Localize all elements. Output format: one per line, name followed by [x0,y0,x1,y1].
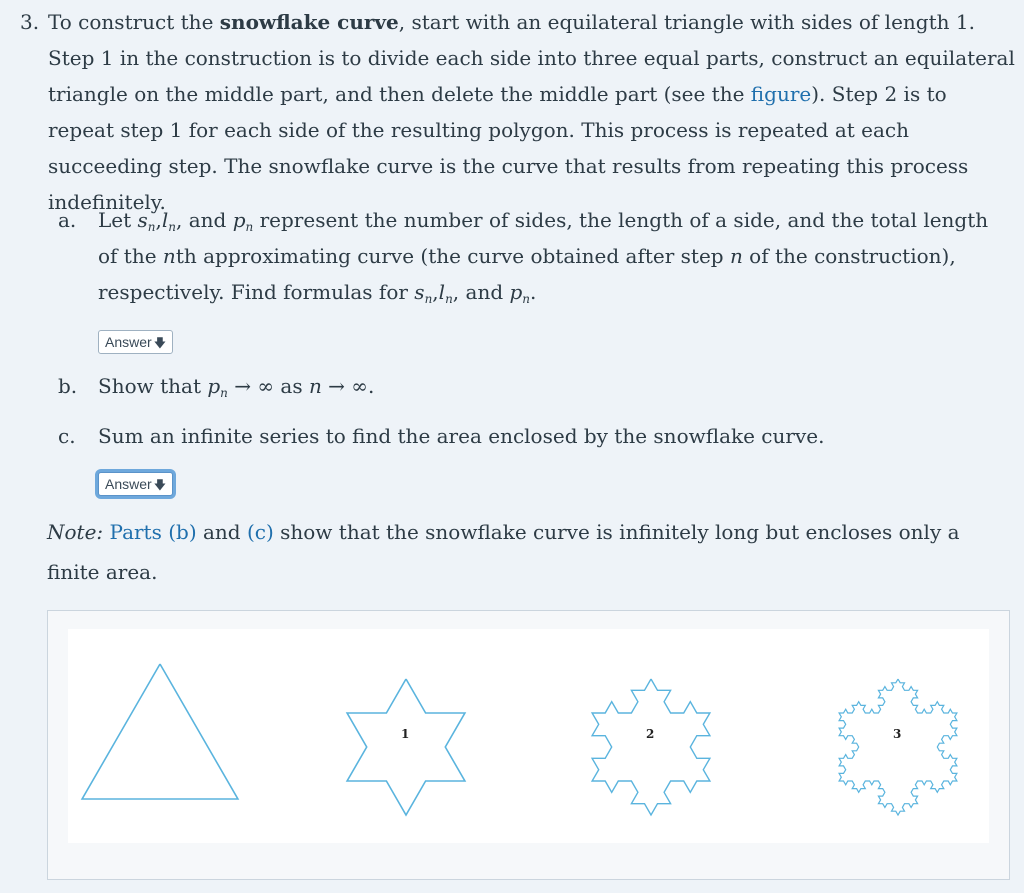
figure-label-2: 2 [646,727,655,741]
snowflake-drawings [68,629,989,843]
part-c-link[interactable]: (c) [246,520,274,544]
answer-button-a[interactable]: Answer 🡇 [98,330,173,354]
note-label: Note: [47,520,104,544]
part-b-text: Show that $p_n$ → ∞ as n → ∞. [98,374,375,400]
arrow-down-icon: 🡇 [153,336,167,350]
snowflake-figure [47,610,1010,880]
snowflake-step-2 [592,679,710,815]
figure-label-1: 1 [401,727,410,741]
part-c-label: c. [58,424,76,448]
problem-3 [20,4,1015,220]
part-b-label: b. [58,374,78,398]
figure-link[interactable]: figure [750,82,812,106]
snowflake-curve-term: snowflake curve [219,10,399,34]
triangle-step-0 [82,664,238,799]
answer-button-c[interactable]: Answer 🡇 [98,472,173,496]
arrow-down-icon: 🡇 [153,478,167,492]
note: Note: Parts (b) and (c) show that the snowflake curve is infinitely long but encloses only a finite area. [47,520,960,584]
figure-canvas [68,629,989,843]
part-a-text: Let $s_n,l_n$, and $p_n$ represent the number of sides, the length of a side, and the total length of the nth approximating curve (the curve obtained after step n of the construction), respectively. Find formulas for $s_n,l_n$, and $p_n$. [98,208,989,306]
part-c-text: Sum an infinite series to find the area enclosed by the snowflake curve. [98,424,825,448]
problem-number: 3. [20,10,40,34]
parts-b-link[interactable]: Parts (b) [109,520,197,544]
figure-label-3: 3 [893,727,902,741]
snowflake-step-1 [347,679,465,815]
problem-intro: To construct the snowflake curve, start with an equilateral triangle with sides of length 1. Step 1 in the construction is to divide each side into three equal parts, construct an equilateral triangle on the middle part, and then delete the middle part (see the figure). Step 2 is to repeat step 1 for each side of the resulting polygon. This process is repeated at each succeeding step. The snowflake curve is the curve that results from repeating this process indefinitely. [48,10,1015,214]
part-a-label: a. [58,208,77,232]
snowflake-step-3 [839,679,957,815]
